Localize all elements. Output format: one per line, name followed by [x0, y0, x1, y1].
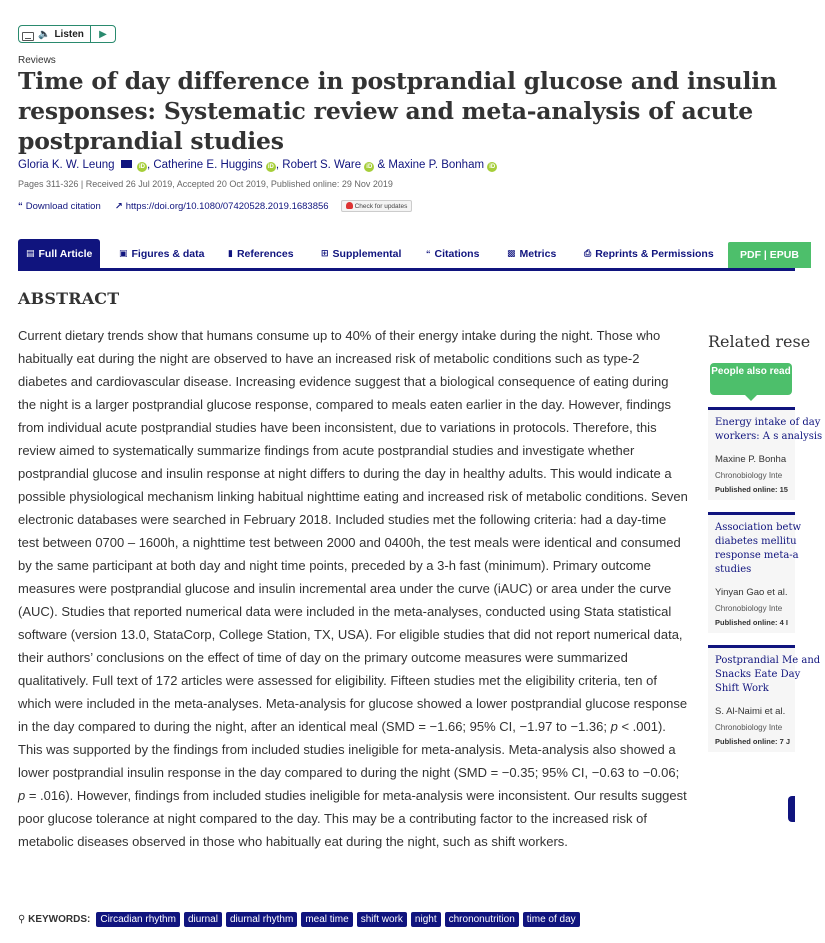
listen-label: Listen: [54, 28, 84, 40]
orcid-icon[interactable]: iD: [267, 164, 274, 170]
keywords: [18, 912, 580, 927]
speaker-icon: 🔈: [38, 28, 51, 40]
author-link[interactable]: Maxine P. Bonham: [388, 159, 485, 171]
related-card[interactable]: [708, 645, 821, 752]
related-card-journal: Chronobiology Inte: [715, 471, 783, 480]
publication-meta: Pages 311-326 | Received 26 Jul 2019, Accepted 20 Oct 2019, Published online: 29 Nov 2019: [18, 179, 393, 189]
related-card-journal: Chronobiology Inte: [715, 723, 783, 732]
page-title: Time of day difference in postprandial glucose and insulin responses: Systematic review and meta-analysis of acute postprandial studies: [18, 67, 777, 155]
orcid-icon[interactable]: iD: [138, 164, 145, 170]
quote-icon: “: [18, 200, 23, 212]
book-icon: ▮: [228, 248, 233, 258]
keyword-tag[interactable]: night: [411, 912, 441, 927]
keyword-tag[interactable]: chrononutrition: [445, 912, 519, 927]
related-research-panel: [708, 332, 823, 802]
tab-figures-data[interactable]: ▣ Figures & data: [119, 247, 205, 260]
keyword-tag[interactable]: diurnal rhythm: [226, 912, 297, 927]
plus-icon: ⊞: [321, 248, 329, 258]
related-card-title[interactable]: Postprandial Me and Snacks Eate Day Shift Work: [715, 655, 821, 694]
related-card-author: Maxine P. Bonha: [715, 454, 787, 465]
orcid-icon[interactable]: iD: [489, 164, 496, 170]
related-card-date: Published online: 15: [715, 485, 788, 494]
related-card-date: Published online: 4 I: [715, 618, 788, 627]
tab-reprints-permissions[interactable]: ⎙ Reprints & Permissions: [584, 247, 714, 260]
listen-widget[interactable]: [18, 25, 116, 43]
search-icon: ⚲: [18, 914, 26, 925]
tab-citations[interactable]: “ Citations: [426, 247, 480, 260]
author-link[interactable]: Robert S. Ware: [282, 159, 362, 171]
keyword-tag[interactable]: diurnal: [184, 912, 222, 927]
related-card-title[interactable]: Association betw diabetes mellitu response meta-a studies: [715, 522, 802, 575]
keyword-tag[interactable]: time of day: [523, 912, 580, 927]
external-link-icon: ↗: [114, 200, 123, 212]
author-list: Gloria K. W. Leung iD , Catherine E. Huggins iD , Robert S. Ware iD & Maxine P. Bonham iD: [18, 159, 496, 171]
keyword-tag[interactable]: meal time: [301, 912, 352, 927]
related-card[interactable]: [708, 407, 823, 500]
crossmark-icon: [346, 202, 353, 209]
keyword-tag[interactable]: shift work: [357, 912, 407, 927]
related-card-title[interactable]: Energy intake of day workers: A s analysis: [715, 417, 823, 442]
abstract-text: Current dietary trends show that humans consume up to 40% of their energy intake during the night. Those who habitually eat during the night are observed to have an increased risk of metabolic conditions such as type-2 diabetes and cardiovascular disease. Increasing evidence suggest that a biological consequence of eating during the night is a larger postprandial glucose response, compared to meals eaten earlier in the day. However, findings from individual acute postprandial studies have been inconsistent, due to variations in protocols. Therefore, this review aimed to systematically summarize findings from acute postprandial studies and investigate whether postprandial glucose and insulin response at night differs to during the day in healthy adults. This would indicate a possible physiological mechanism linking habitual nighttime eating and increased risk of metabolic conditions. Seven electronic databases were searched in February 2018. Included studies met the following criteria: had a day-time test between 0700 – 1600h, a nighttime test between 2000 and 0400h, the test meals were identical and consumed by the same participant at both day and night time points, preceded by a 3-h fast (minimum). Primary outcome measures were postprandial glucose and insulin incremental area under the curve (iAUC) or area under the curve (AUC). Studies that reported numerical data were included in the meta-analyses, conducted using Stata statistical software (version 13.0, StataCorp, College Station, TX, USA). For eligible studies that did not report numerical data, their authors’ conclusions on the effect of time of day on the primary outcome measures were summarized qualitatively. Full text of 172 articles were assessed for eligibility. Fifteen studies met the eligibility criteria, ten of which were included in the meta-analyses. Meta-analysis for glucose showed a lower postprandial glucose response in the day compared to during the night, after an identical meal (SMD = −1.66; 95% CI, −1.97 to −1.36; p < .001). This was supported by the findings from included studies ineligible for meta-analysis. Meta-analysis also showed a lower postprandial insulin response in the day compared to during the night (SMD = −0.35; 95% CI, −0.63 to −0.06; p = .016). However, findings from included studies ineligible for meta-analysis were inconsistent. Our results suggest poor glucose tolerance at night compared to the day. This may be a contributing factor to the increased risk of metabolic diseases observed in those who habitually eat during the night, such as shift workers.: [18, 328, 688, 849]
bar-chart-icon: ▩: [507, 248, 516, 258]
people-also-read-tab[interactable]: People also read: [710, 363, 792, 395]
author-link[interactable]: Catherine E. Huggins: [153, 159, 263, 171]
article-links: [18, 200, 412, 212]
keyboard-icon: [22, 32, 34, 41]
print-icon: ⎙: [584, 248, 592, 258]
related-card-author: S. Al-Naimi et al.: [715, 706, 786, 717]
article-type: Reviews: [18, 55, 56, 66]
related-heading: Related rese: [708, 332, 811, 351]
doi-link[interactable]: ↗ https://doi.org/10.1080/07420528.2019.1683856: [114, 200, 329, 212]
tab-full-article[interactable]: ▤ Full Article: [18, 239, 100, 268]
tab-supplemental[interactable]: ⊞ Supplemental: [321, 247, 402, 260]
download-citation-link[interactable]: “ Download citation: [18, 200, 101, 212]
related-card-author: Yinyan Gao et al.: [715, 587, 788, 598]
article-tabs: [18, 239, 799, 271]
keywords-label: ⚲ KEYWORDS:: [18, 914, 91, 925]
tab-references[interactable]: ▮ References: [228, 247, 294, 260]
email-icon[interactable]: [121, 160, 132, 168]
play-icon[interactable]: ▶: [99, 28, 107, 40]
quote-icon: “: [426, 248, 431, 259]
author-link[interactable]: Gloria K. W. Leung: [18, 159, 115, 171]
check-for-updates-button[interactable]: Check for updates: [341, 200, 413, 212]
image-icon: ▣: [119, 248, 128, 258]
tab-metrics[interactable]: ▩ Metrics: [507, 247, 557, 260]
related-card-journal: Chronobiology Inte: [715, 604, 783, 613]
document-icon: ▤: [26, 248, 35, 258]
orcid-icon[interactable]: iD: [366, 164, 373, 170]
related-card[interactable]: [708, 512, 802, 633]
scroll-tab[interactable]: [788, 796, 795, 822]
listen-button[interactable]: [19, 26, 91, 42]
abstract-heading: ABSTRACT: [18, 289, 120, 308]
tab-pdf-epub[interactable]: PDF | EPUB: [728, 242, 811, 268]
keyword-tag[interactable]: Circadian rhythm: [96, 912, 180, 927]
related-card-date: Published online: 7 J: [715, 737, 791, 746]
